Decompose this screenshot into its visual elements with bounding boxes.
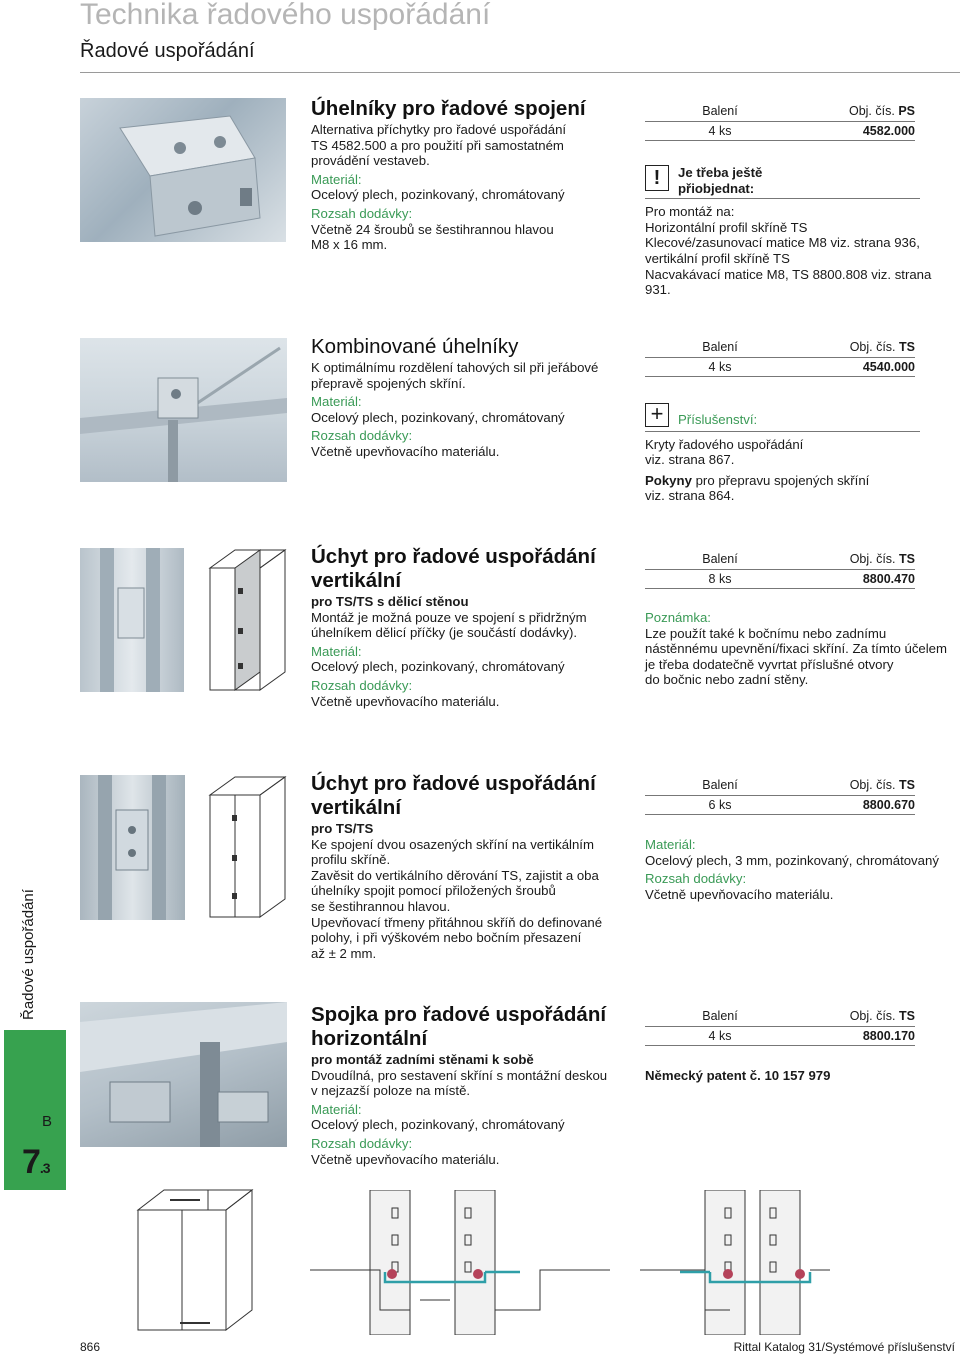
order-also-note [645,165,945,298]
description-line: přepravě spojených skříní. [311,375,466,391]
cabinet-outline-svg [130,1185,260,1335]
order-number: 8800.470 [862,572,915,586]
material-value: Ocelový plech, pozinkovaný, chromátovaný [311,659,565,675]
product-photo-vertical-clip [80,548,184,692]
accessories-label: Příslušenství: [678,412,758,427]
coupling-technical-drawing [310,1190,830,1335]
page-title: Technika řadového uspořádání [80,0,491,31]
description-line: profilu skříně. [311,852,391,868]
description-line: polohy, i při výškovém nebo bočním přesazení [311,930,582,946]
product-subtitle: pro TS/TS s dělicí stěnou [311,594,469,609]
description-line: TS 4582.500 a pro použití při samostatném [311,137,564,153]
patent-note: Německý patent č. 10 157 979 [645,1068,831,1083]
section-vertical-clip-ts [311,773,611,961]
order-table [645,340,915,377]
product-title: Úchyt pro řadové uspořádání [311,772,596,795]
product-photo-horizontal-coupling [80,1002,287,1147]
alert-divider [645,198,920,199]
note-line: do bočnic nebo zadní stěny. [645,672,809,688]
scope-value: Včetně upevňovacího materiálu. [645,886,834,902]
col-order-number: Obj. čís. TS [849,340,915,354]
note-line: 931. [645,282,671,298]
note-line: vertikální profil skříně TS [645,250,790,266]
scope-value: Včetně upevňovacího materiálu. [311,1151,500,1167]
vertical-clip-illustration [80,548,184,692]
product-photo-vertical-clip-ts [80,775,185,920]
angle-bracket-illustration [80,98,286,242]
material-label: Materiál: [645,837,696,852]
description-line: Montáž je možná pouze ve spojení s přidržným [311,609,587,625]
description-line: Upevňovací třmeny přitáhnou skříň do definované [311,914,603,930]
note-line: Nacvakávací matice M8, TS 8800.808 viz. strana [645,266,932,282]
material-note [645,837,945,902]
accessories-note [645,412,945,504]
order-table [645,1009,915,1046]
col-order-number: Obj. čís. TS [849,1009,915,1023]
product-subtitle: pro TS/TS [311,821,374,836]
cabinet-diagram [190,548,290,694]
order-table [645,104,915,141]
combined-bracket-illustration [80,338,287,482]
section-combined-brackets [311,336,611,460]
scope-label: Rozsah dodávky: [311,428,413,444]
order-table-header [645,1009,915,1026]
order-table-row [645,357,915,377]
material-label: Materiál: [311,643,362,659]
order-table-header [645,778,915,795]
product-title: vertikální [311,569,402,592]
pack-value: 6 ks [708,798,732,812]
warning-icon: ! [645,165,669,191]
col-order-number: Obj. čís. PS [848,104,915,118]
plus-icon: + [645,403,669,427]
description-line: se šestihrannou hlavou. [311,898,451,914]
material-value: Ocelový plech, pozinkovaný, chromátovaný [311,1117,565,1133]
col-pack: Balení [702,340,738,354]
note-line: viz. strana 867. [645,452,735,468]
chapter-letter: B [42,1113,53,1130]
pack-value: 4 ks [708,124,732,138]
product-title: horizontální [311,1027,428,1050]
description-line: úhelníky spojit pomocí přiložených šroubů [311,883,556,899]
remark-note [645,610,945,688]
note-line: Pro montáž na: [645,204,735,220]
col-order-number: Obj. čís. TS [849,552,915,566]
description-line: v nejzazší poloze na místě. [311,1083,471,1099]
order-number: 8800.670 [862,798,915,812]
scope-label: Rozsah dodávky: [311,1135,413,1151]
product-title: Kombinované úhelníky [311,335,519,358]
cabinet-outline-drawing [130,1185,260,1335]
side-vertical-text: Řadové uspořádání [20,889,37,1020]
vertical-clip-ts-illustration [80,775,185,920]
note-line: Horizontální profil skříně TS [645,219,808,235]
section-horizontal-coupling [311,1004,611,1167]
section-angle-brackets [311,98,611,253]
product-title: vertikální [311,796,402,819]
cabinet-diagram [190,775,290,921]
col-pack: Balení [702,104,738,118]
description-line: Alternativa příchytky pro řadové uspořádání [311,122,567,137]
description-line: Ke spojení dvou osazených skříní na vertikálním [311,836,594,852]
material-value: Ocelový plech, pozinkovaný, chromátovaný [311,187,565,203]
note-line: Klecové/zasunovací matice M8 viz. strana 936, [645,235,920,251]
alert-heading: přiobjednat: [678,180,755,196]
pack-value: 4 ks [708,1029,732,1043]
page-number: 866 [80,1340,101,1354]
product-photo-angle-brackets [80,98,286,242]
cabinet-pair-drawing [190,775,290,921]
description-line: až ± 2 mm. [311,945,377,961]
col-order-number: Obj. čís. TS [849,778,915,792]
product-subtitle: pro montáž zadními stěnami k sobě [311,1052,534,1067]
coupling-technical-svg [310,1190,830,1335]
order-table-row [645,569,915,589]
cabinet-drawing [190,548,290,694]
scope-value: M8 x 16 mm. [311,237,388,253]
scope-value: Včetně upevňovacího materiálu. [311,443,500,459]
material-label: Materiál: [311,394,362,410]
chapter-number: 7.3 [22,1143,50,1181]
material-label: Materiál: [311,1101,362,1117]
product-title: Spojka pro řadové uspořádání [311,1003,607,1026]
accessories-divider [645,431,920,432]
section-vertical-clip-divider [311,546,611,709]
remark-label: Poznámka: [645,610,711,625]
page-subtitle: Řadové uspořádání [80,40,255,62]
scope-label: Rozsah dodávky: [645,871,747,887]
alert-heading: Je třeba ještě [678,165,763,180]
order-table-row [645,121,915,141]
note-line: Lze použít také k bočnímu nebo zadnímu [645,625,887,641]
material-label: Materiál: [311,171,362,187]
product-title: Úchyt pro řadové uspořádání [311,545,596,568]
note-line: viz. strana 864. [645,488,735,504]
catalog-label: Rittal Katalog 31/Systémové příslušenství [733,1340,955,1354]
horizontal-coupling-illustration [80,1002,287,1147]
product-title: Úhelníky pro řadové spojení [311,97,586,120]
order-number: 8800.170 [862,1029,915,1043]
material-value: Ocelový plech, pozinkovaný, chromátovaný [311,409,565,425]
description-line: K optimálnímu rozdělení tahových sil při jeřábové [311,360,599,375]
order-number: 4540.000 [862,360,915,374]
description-line: úhelníkem dělicí příčky (je součástí dodávky). [311,625,578,641]
note-line: Kryty řadového uspořádání [645,436,804,452]
scope-value: Včetně 24 šroubů se šestihrannou hlavou [311,221,554,237]
note-line: Pokyny pro přepravu spojených skříní [645,472,870,488]
header-divider [80,72,960,73]
description-line: Zavěsit do vertikálního děrování TS, zajistit a oba [311,867,599,883]
order-table-header [645,340,915,357]
col-pack: Balení [702,552,738,566]
order-number: 4582.000 [862,124,915,138]
scope-label: Rozsah dodávky: [311,205,413,221]
order-table-header [645,552,915,569]
order-table [645,778,915,815]
order-table [645,552,915,589]
description-line: provádění vestaveb. [311,153,430,169]
col-pack: Balení [702,1009,738,1023]
col-pack: Balení [702,778,738,792]
order-table-header [645,104,915,121]
scope-value: Včetně upevňovacího materiálu. [311,693,500,709]
note-line: je třeba dodatečně vyvrtat příslušné otvory [645,656,894,672]
description-line: Dvoudílná, pro sestavení skříní s montážní deskou [311,1067,608,1083]
pack-value: 4 ks [708,360,732,374]
note-line: nástěnnému upevnění/fixaci skříní. Za tímto účelem [645,641,947,657]
product-photo-combined-brackets [80,338,287,482]
order-table-row [645,795,915,815]
pack-value: 8 ks [708,572,732,586]
order-table-row [645,1026,915,1046]
scope-label: Rozsah dodávky: [311,677,413,693]
material-value: Ocelový plech, 3 mm, pozinkovaný, chromátovaný [645,852,939,868]
